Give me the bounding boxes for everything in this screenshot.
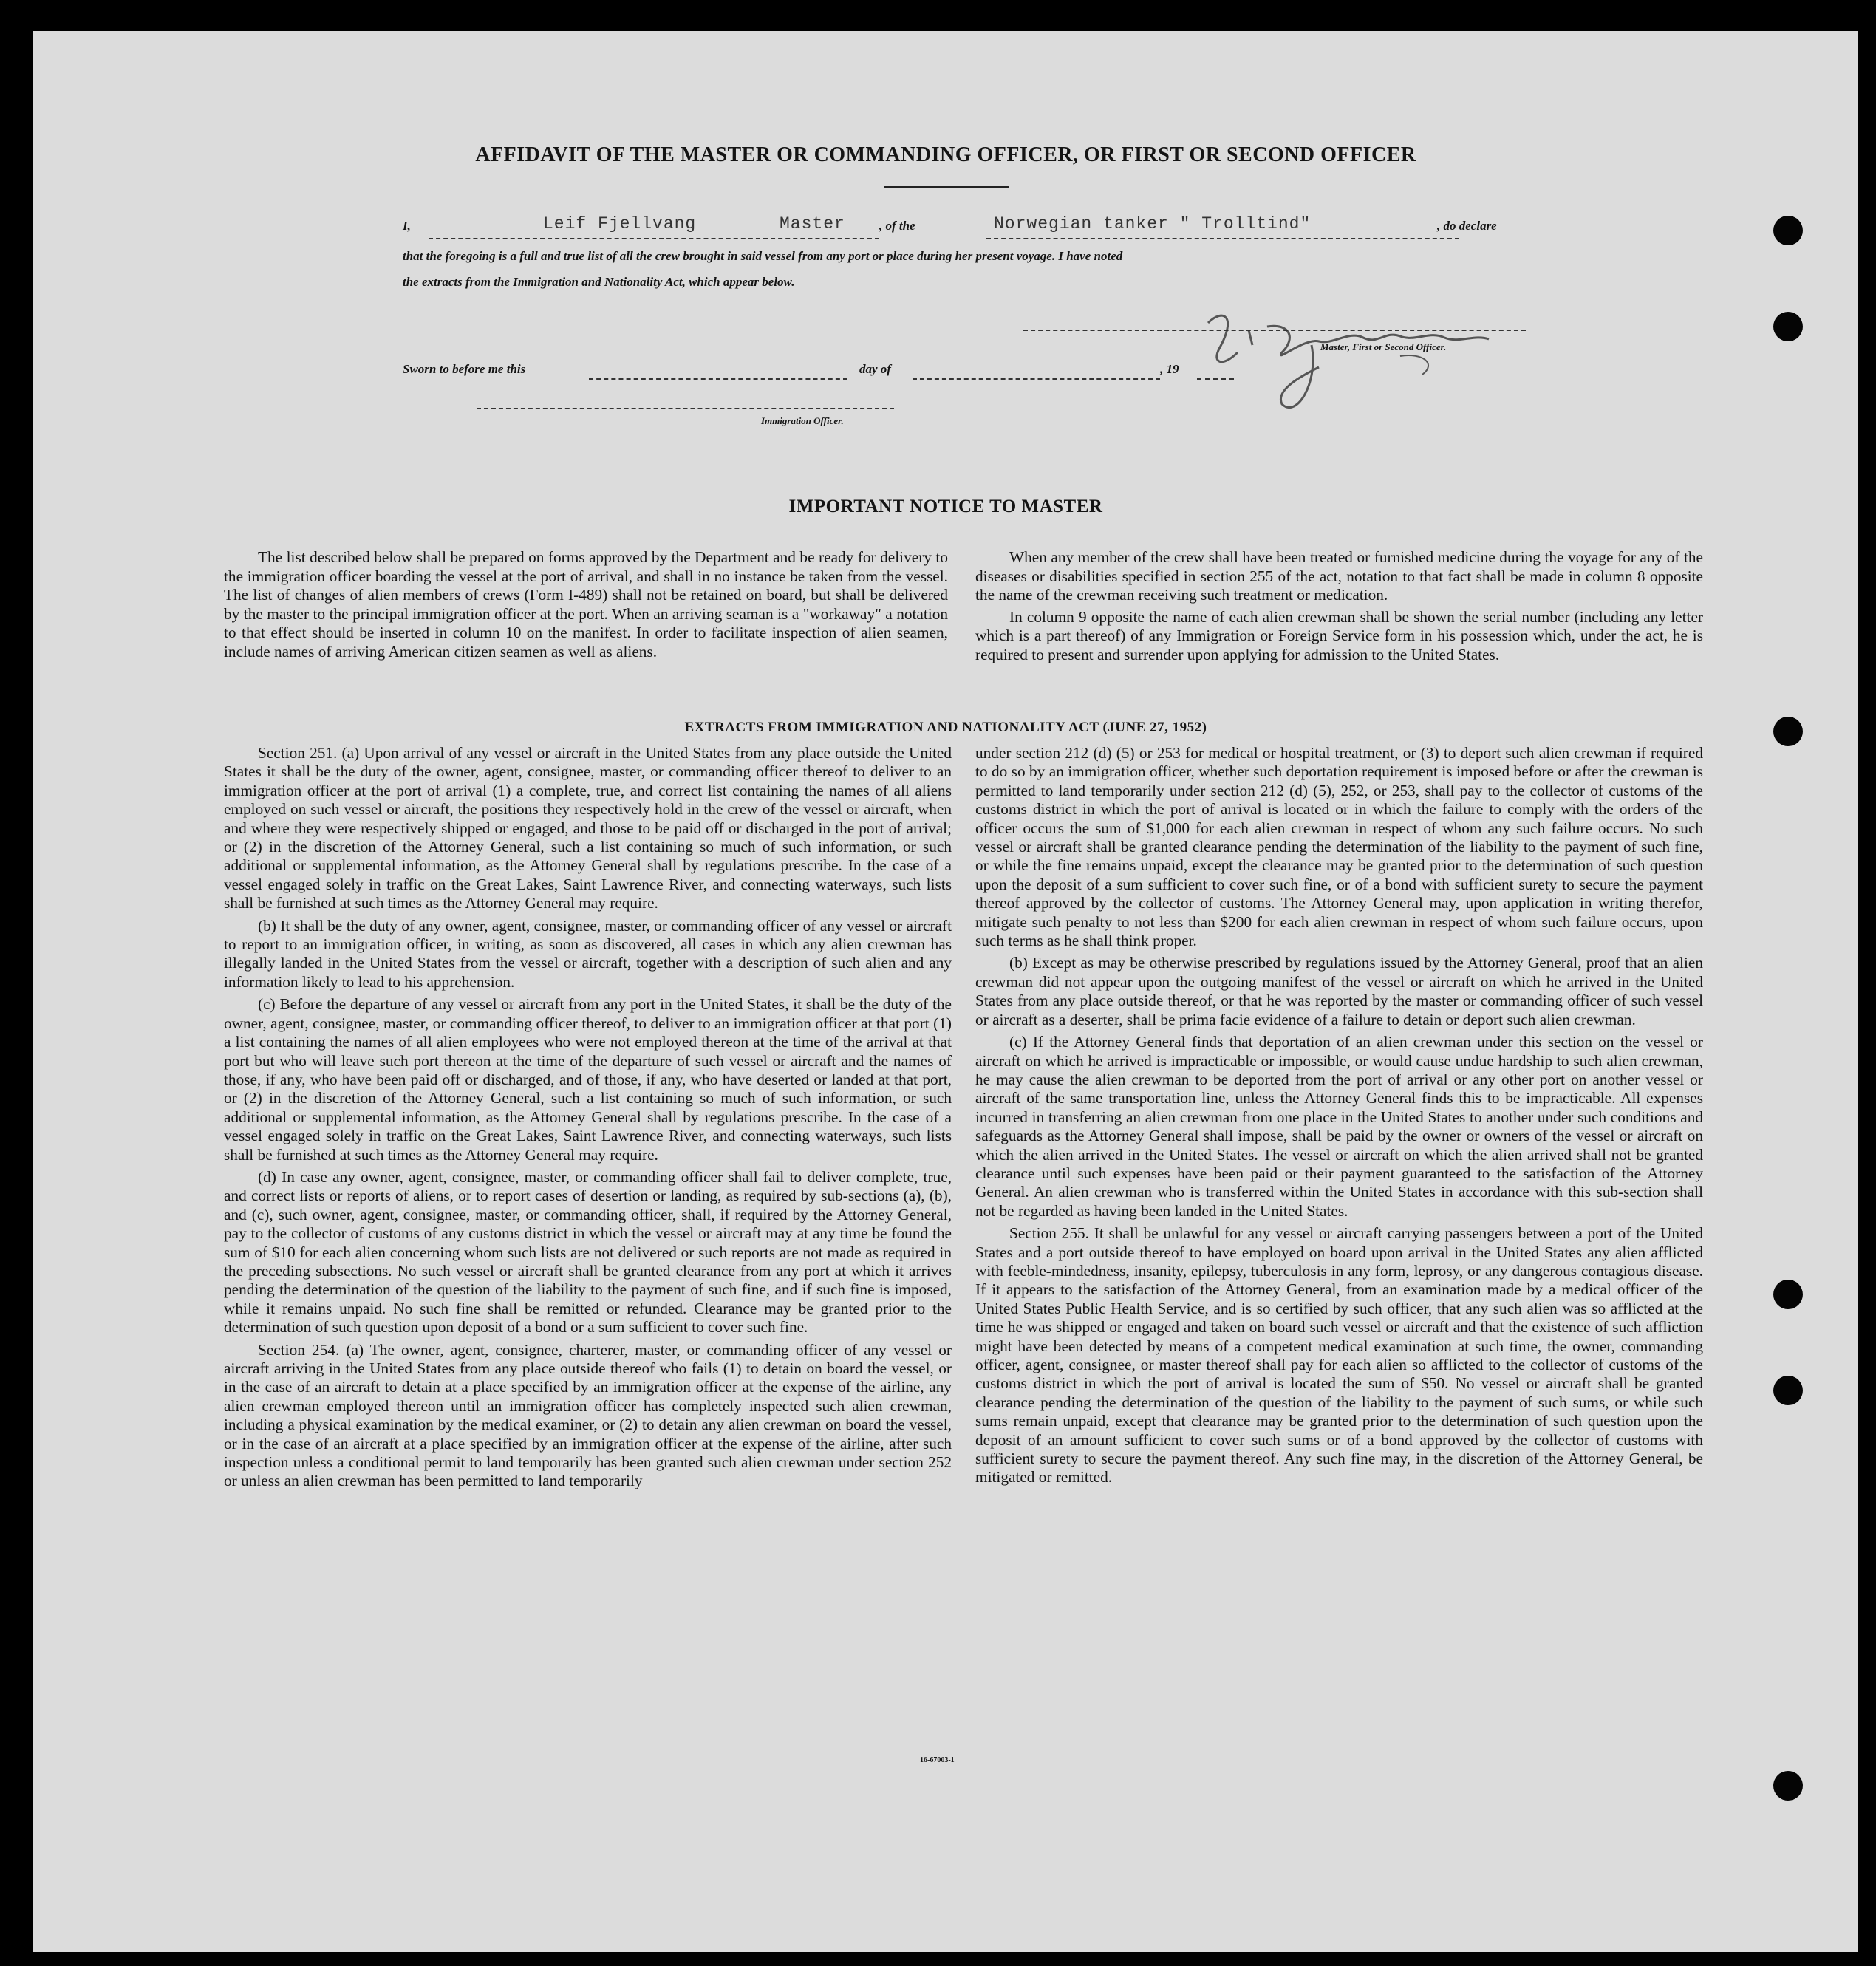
- punch-hole-icon: [1773, 1771, 1803, 1801]
- master-rank-value: Master: [780, 214, 845, 233]
- signature-line: [1023, 330, 1526, 331]
- punch-hole-icon: [1773, 1376, 1803, 1405]
- notice-right-paragraph-1: When any member of the crew shall have been treated or furnished medicine during the voyage for any of the diseases or disabilities specified in section 255 of the act, notation to that fact shall be made in column 8 opposite the name of the crewman receiving such treatment or medication.: [975, 548, 1703, 604]
- sworn-month-line: [913, 378, 1160, 380]
- title-rule: [884, 186, 1009, 188]
- form-code: 16-67003-1: [920, 1756, 955, 1764]
- section-254a-continued: under section 212 (d) (5) or 253 for medical or hospital treatment, or (3) to deport such alien crewman if required to do so by an immigration officer, whether such deportation requirement is imposed before or after the crewman is permitted to land temporarily under section 212 (d) (5), 252, or 253, shall pay to the collector of customs of the customs district in which the port of arrival is located or in which the failure to comply with the orders of the officer occurs the sum of $1,000 for each alien crewman in respect of whom any such failure occurs. No such vessel or aircraft shall be granted clearance pending the determination of the liability to the payment of such fine, or while the fine remains unpaid, except the clearance may be granted prior to the determination of such question upon the deposit of a sum sufficient to cover such fine, or of a bond with sufficient surety to secure the payment thereof approved by the collector of customs. The Attorney General may, upon application in writing therefor, mitigate such penalty to not less than $200 for each alien crewman in respect of whom such failure occurs, upon such terms as he shall think proper.: [975, 744, 1703, 950]
- day-of-label: day of: [859, 362, 891, 376]
- affidavit-title: AFFIDAVIT OF THE MASTER OR COMMANDING OFFICER, OR FIRST OR SECOND OFFICER: [475, 143, 1416, 166]
- signature-icon: [1179, 293, 1533, 426]
- declaration-line-1: that the foregoing is a full and true list of all the crew brought in said vessel from any port or place during her present voyage. I have noted: [403, 249, 1123, 263]
- notice-right-column: [975, 548, 1703, 667]
- vessel-value: Norwegian tanker " Trolltind": [994, 214, 1312, 233]
- extracts-left-column: [224, 744, 952, 1495]
- declaration-line-2: the extracts from the Immigration and Nationality Act, which appear below.: [403, 275, 795, 289]
- section-254c: (c) If the Attorney General finds that deportation of an alien crewman under this section on the vessel or aircraft on which he arrived is impracticable or impossible, or would cause undue hardship to such alien crewman, he may cause the alien crewman to be deported from the port of arrival or any other port on another vessel or aircraft of the same transportation line, unless the Attorney General finds this to be impracticable. All expenses incurred in transferring an alien crewman from one place in the United States to another under such conditions and safeguards as the Attorney General shall impose, shall be paid by the owner or owners of the vessel or aircraft on which the alien arrived in the United States. The vessel or aircraft on which the alien arrived shall not be granted clearance until such expenses have been paid or their payment guaranteed to the satisfaction of the Attorney General. An alien crewman who is transferred within the United States in accordance with this sub-section shall not be regarded as having been landed in the United States.: [975, 1033, 1703, 1220]
- section-251d: (d) In case any owner, agent, consignee, master, or commanding officer shall fail to deliver complete, true, and correct lists or reports of aliens, or to report cases of desertion or landing, as required by sub-sections (a), (b), and (c), such owner, agent, consignee, master, or commanding officer, shall, if required by the Attorney General, pay to the collector of customs of any customs district in which the vessel or aircraft may at any time be found the sum of $10 for each alien concerning whom such lists are not delivered or such reports are not made as required in the preceding subsections. No such vessel or aircraft shall be granted clearance from any port at which it arrives pending the determination of the question of the liability to the payment of such fine, and if such fine is imposed, while it remains unpaid. No such fine shall be remitted or refunded. Clearance may be granted prior to the determination of such question upon deposit of a bond or a sum sufficient to cover such fine.: [224, 1167, 952, 1337]
- punch-hole-icon: [1773, 216, 1803, 245]
- section-254b: (b) Except as may be otherwise prescribed by regulations issued by the Attorney General, proof that an alien crewman did not appear upon the outgoing manifest of the vessel or aircraft on which he arrived in the United States from any place outside thereof, or that he was reported by the master or commanding officer of such vessel or aircraft as a deserter, shall be prima facie evidence of a failure to detain or deport such alien crewman.: [975, 954, 1703, 1028]
- notice-right-paragraph-2: In column 9 opposite the name of each alien crewman shall be shown the serial number (including any letter which is a part thereof) of any Immigration or Foreign Service form in his possession which, under the act, he is required to present and surrender upon applying for admission to the United States.: [975, 607, 1703, 663]
- document-page: [33, 31, 1858, 1952]
- do-declare-label: , do declare: [1437, 219, 1497, 233]
- punch-hole-icon: [1773, 1280, 1803, 1309]
- notice-title: IMPORTANT NOTICE TO MASTER: [788, 496, 1103, 516]
- master-name-line: [429, 238, 879, 239]
- vessel-line: [986, 238, 1459, 239]
- section-251b: (b) It shall be the duty of any owner, agent, consignee, master, or commanding officer of any vessel or aircraft to report to an immigration officer, in writing, as soon as discovered, all cases in which any alien crewman has illegally landed in the United States from the vessel or aircraft, together with a description of such alien and any information likely to lead to his apprehension.: [224, 916, 952, 991]
- sworn-label: Sworn to before me this: [403, 362, 526, 376]
- extracts-title: EXTRACTS FROM IMMIGRATION AND NATIONALITY ACT (JUNE 27, 1952): [684, 720, 1207, 735]
- notice-left-paragraph: The list described below shall be prepared on forms approved by the Department and be ready for delivery to the immigration officer boarding the vessel at the port of arrival, and shall in no instance be taken from the vessel. The list of changes of alien members of crews (Form I-489) shall not be retained on board, but shall be delivered by the master to the principal immigration officer at the port. When an arriving seaman is a "workaway" a notation to that effect should be inserted in column 10 on the manifest. In order to facilitate inspection of alien seamen, include names of arriving American citizen seamen as well as aliens.: [224, 548, 948, 661]
- i-label: I,: [403, 219, 411, 233]
- section-251c: (c) Before the departure of any vessel or aircraft from any port in the United States, it shall be the duty of the owner, agent, consignee, master, or commanding officer thereof, to deliver to an immigration officer at that port (1) a list containing the names of all alien employees who were not employed thereon at the time of the arrival at that port but who will leave such port thereon at the time of the departure of such vessel or aircraft and the names of those, if any, who have been paid off or discharged, and of those, if any, who have deserted or landed at that port, or (2) in the discretion of the Attorney General, such a list containing so much of such information, or such additional or supplemental information, as the Attorney General shall by regulations prescribe. In the case of a vessel engaged solely in traffic on the Great Lakes, Saint Lawrence River, and connecting waterways, such lists shall be furnished at such times as the Attorney General may require.: [224, 995, 952, 1164]
- sworn-day-line: [589, 378, 847, 380]
- sworn-year-line: [1197, 378, 1234, 380]
- officer-caption: Immigration Officer.: [761, 415, 844, 426]
- section-251a: Section 251. (a) Upon arrival of any vessel or aircraft in the United States from any place outside the United States it shall be the duty of the owner, agent, consignee, master, or commanding officer thereof to deliver to an immigration officer at the port of arrival (1) a complete, true, and correct list containing the names of all aliens employed on such vessel or aircraft, the positions they respectively hold in the crew of the vessel or aircraft, when and where they were respectively shipped or engaged, and those to be paid off or discharged in the port of arrival; or (2) in the discretion of the Attorney General, such a list containing so much of such information, or such additional or supplemental information, as the Attorney General shall by regulations prescribe. In the case of a vessel engaged solely in traffic on the Great Lakes, Saint Lawrence River, and connecting waterways, such lists shall be furnished at such times as the Attorney General may require.: [224, 744, 952, 912]
- of-the-label: , of the: [879, 219, 915, 233]
- notice-left-column: [224, 548, 948, 664]
- signature-caption: Master, First or Second Officer.: [1320, 341, 1447, 352]
- punch-hole-icon: [1773, 312, 1803, 341]
- punch-hole-icon: [1773, 717, 1803, 746]
- extracts-right-column: [975, 744, 1703, 1491]
- section-254a: Section 254. (a) The owner, agent, consignee, charterer, master, or commanding officer of any vessel or aircraft arriving in the United States from any place outside thereof who fails (1) to detain on board the vessel, or in the case of an aircraft to detain at a place specified by an immigration officer at the expense of the airline, any alien crewman employed thereon until an immigration officer has completely inspected such alien crewman, including a physical examination by the medical examiner, or (2) to detain any alien crewman on board the vessel, or in the case of an aircraft at a place specified by an immigration officer at the expense of the airline, after such inspection unless a conditional permit to land temporarily has been granted such alien crewman under section 252 or unless an alien crewman has been permitted to land temporarily: [224, 1340, 952, 1490]
- master-name-value: Leif Fjellvang: [543, 214, 697, 233]
- officer-signature-line: [477, 408, 894, 409]
- year-prefix: , 19: [1160, 362, 1179, 376]
- section-255: Section 255. It shall be unlawful for any vessel or aircraft carrying passengers between a port of the United States and a port outside thereof to have employed on board upon arrival in the United States any alien afflicted with feeble-mindedness, insanity, epilepsy, tuberculosis in any form, leprosy, or any dangerous contagious disease. If it appears to the satisfaction of the Attorney General, from an examination made by a medical officer of the United States Public Health Service, and is so certified by such officer, that any such alien was so afflicted at the time he was shipped or engaged and taken on board such vessel or aircraft and that the existence of such affliction might have been detected by means of a competent medical examination at such time, the owner, commanding officer, agent, consignee, or master thereof shall pay for each alien so afflicted to the collector of customs of the customs district in which the port of arrival is located the sum of $50. No vessel or aircraft shall be granted clearance pending the determination of the question of the liability to the payment of such sums, or while such sums remain unpaid, except that clearance may be granted prior to the determination of such question upon the deposit of an amount sufficient to cover such sums or of a bond approved by the collector of customs with sufficient surety to secure the payment thereof. Any such fine may, in the discretion of the Attorney General, be mitigated or remitted.: [975, 1224, 1703, 1487]
